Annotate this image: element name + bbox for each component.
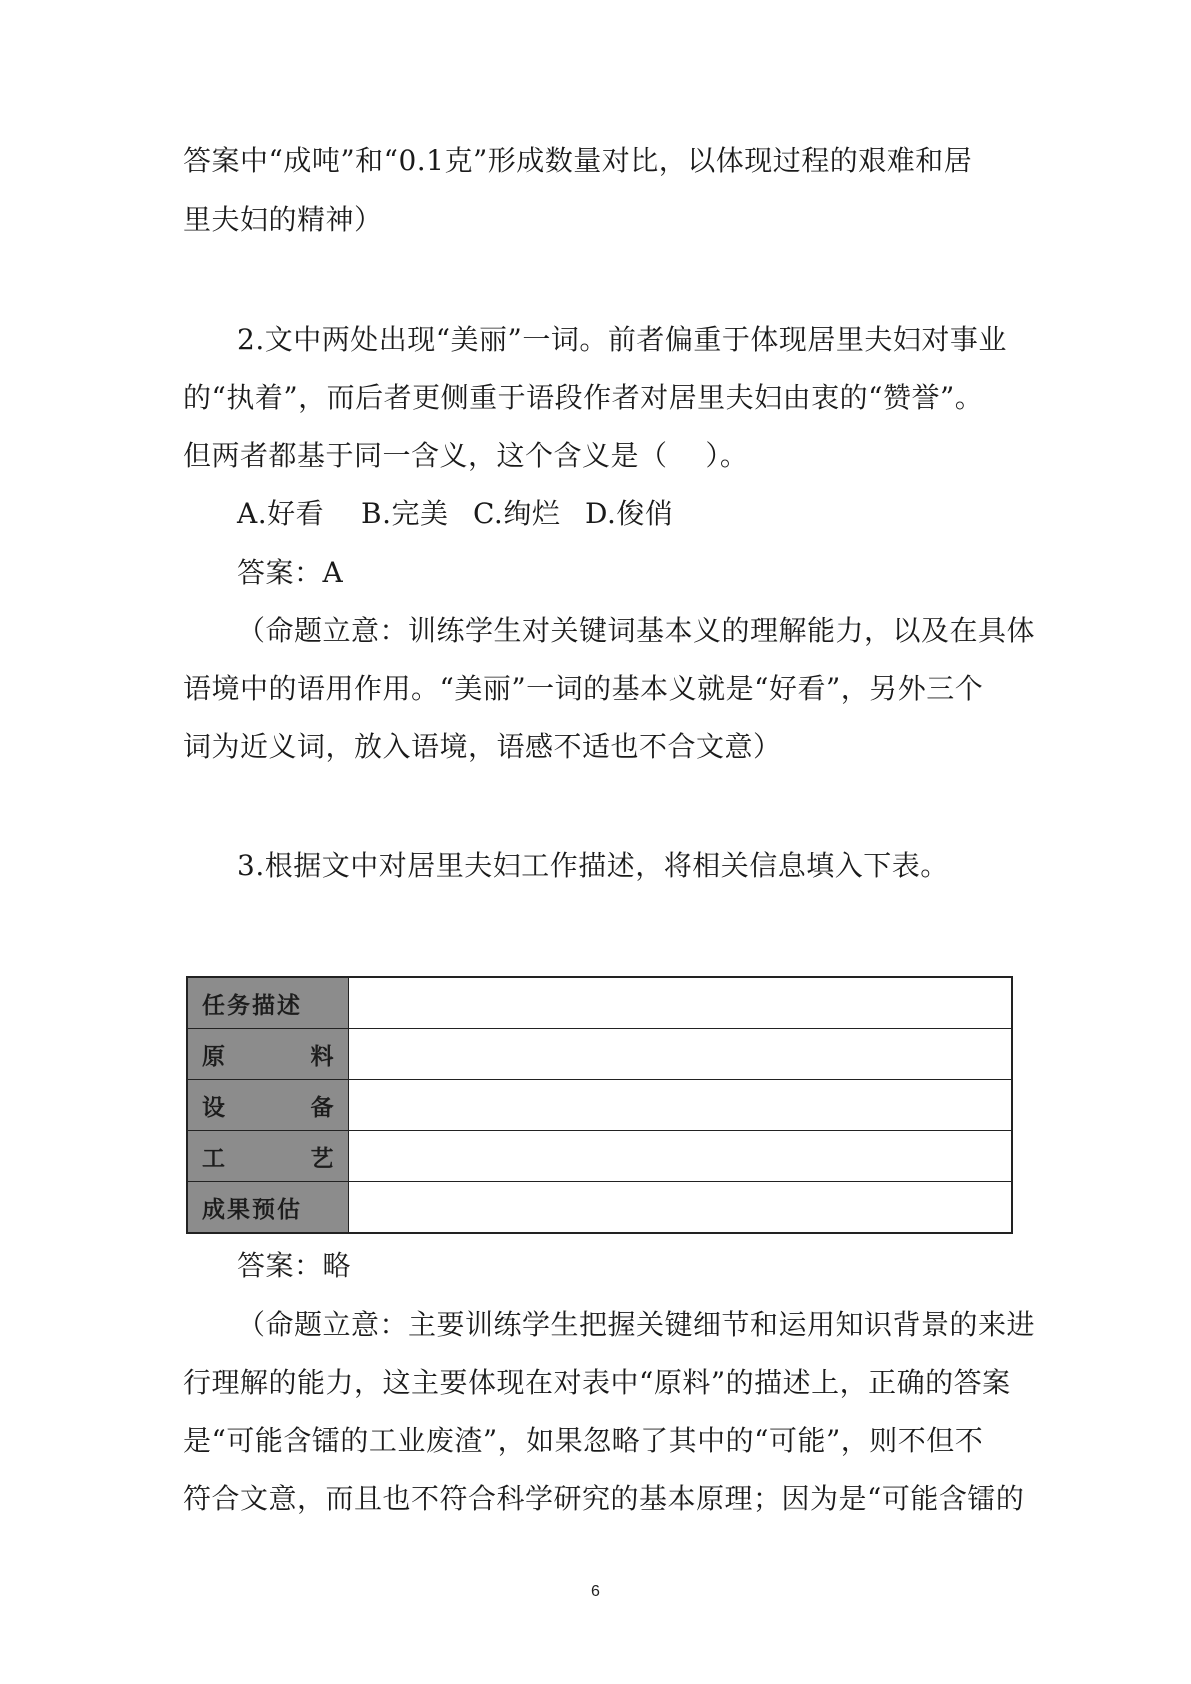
question-2-answer: 答案：A — [237, 556, 344, 589]
table-label: 设 — [202, 1094, 225, 1121]
table-label: 原 — [202, 1043, 225, 1070]
table-row — [187, 1080, 1012, 1131]
question-2-intent: 语境中的语用作用。“美丽”一词的基本义就是“好看”，另外三个 — [183, 672, 984, 705]
question-3-intent: 行理解的能力，这主要体现在对表中“原料”的描述上，正确的答案 — [183, 1366, 1011, 1399]
answer-table — [186, 976, 1013, 1234]
option-d: D.俊俏 — [585, 497, 674, 530]
table-row — [187, 1029, 1012, 1080]
table-label: 任务描述 — [202, 992, 302, 1019]
question-2-intent: 词为近义词，放入语境，语感不适也不合文意） — [183, 730, 782, 763]
table-label: 备 — [310, 1094, 334, 1121]
table-answer-cell — [348, 1080, 1012, 1131]
question-3-intent: （命题立意：主要训练学生把握关键细节和运用知识背景的来进 — [237, 1308, 1036, 1341]
table-row — [187, 1182, 1012, 1234]
table-label-cell — [187, 1080, 348, 1131]
question-2-text: 2.文中两处出现“美丽”一词。前者偏重于体现居里夫妇对事业 — [237, 323, 1007, 356]
question-3-text: 3.根据文中对居里夫妇工作描述，将相关信息填入下表。 — [237, 849, 949, 882]
table-label-cell — [187, 977, 348, 1029]
question-3-intent: 是“可能含镭的工业废渣”，如果忽略了其中的“可能”，则不但不 — [183, 1424, 984, 1457]
table-answer-cell — [348, 1029, 1012, 1080]
table-label-cell — [187, 1182, 348, 1234]
question-2-text: 但两者都基于同一含义，这个含义是（ ）。 — [183, 439, 749, 472]
option-c: C.绚烂 — [473, 497, 561, 530]
question-3-intent: 符合文意，而且也不符合科学研究的基本原理；因为是“可能含镭的 — [183, 1482, 1025, 1515]
table-answer-cell — [348, 1182, 1012, 1234]
question-3-answer: 答案：略 — [237, 1249, 352, 1282]
table-label-cell — [187, 1029, 348, 1080]
question-2-text: 的“执着”，而后者更侧重于语段作者对居里夫妇由衷的“赞誉”。 — [183, 381, 984, 414]
table-label: 成果预估 — [202, 1196, 302, 1223]
question-2-intent: （命题立意：训练学生对关键词基本义的理解能力，以及在具体 — [237, 614, 1036, 647]
table-label: 艺 — [310, 1145, 334, 1172]
page-number: 6 — [591, 1583, 600, 1600]
table-row — [187, 977, 1012, 1029]
table-row — [187, 1131, 1012, 1182]
paragraph-line: 里夫妇的精神） — [183, 203, 383, 236]
option-b: B.完美 — [361, 497, 449, 530]
table-label-cell — [187, 1131, 348, 1182]
table-label: 工 — [202, 1145, 225, 1172]
table-label: 料 — [310, 1043, 334, 1070]
table-answer-cell — [348, 1131, 1012, 1182]
question-2-options — [237, 494, 673, 534]
paragraph-line: 答案中“成吨”和“0.1克”形成数量对比，以体现过程的艰难和居 — [183, 144, 973, 177]
option-a: A.好看 — [237, 497, 325, 530]
table-answer-cell — [348, 977, 1012, 1029]
